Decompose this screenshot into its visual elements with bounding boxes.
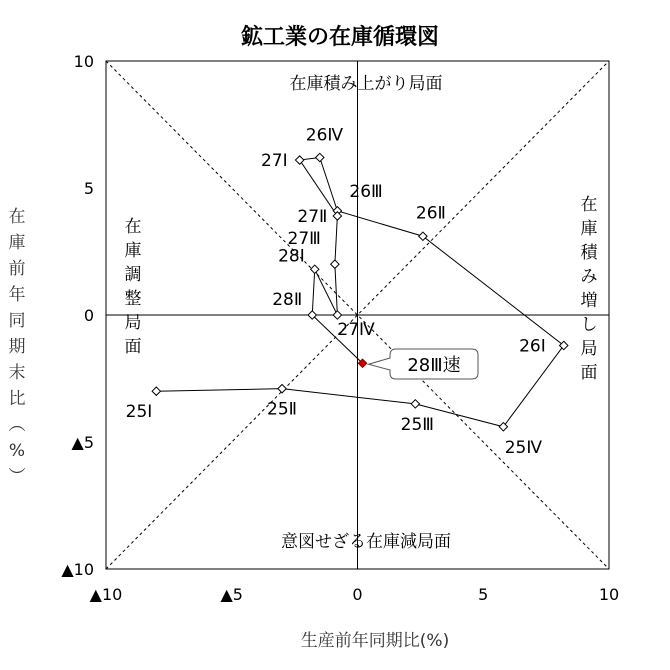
svg-text:前: 前 [8,259,26,279]
flash-callout [369,349,478,379]
y-tick-label: ▲5 [71,433,94,452]
svg-text:み: み [580,267,598,287]
point-label: 28Ⅱ [272,290,303,310]
svg-text:在: 在 [580,195,598,215]
data-point-marker [152,387,160,395]
y-tick-label: ▲10 [61,560,94,579]
point-label: 28Ⅰ [278,246,305,267]
quadrant-label-bottom: 意図せざる在庫減局面 [281,532,451,552]
y-tick-label: 10 [73,52,94,71]
svg-text:整: 整 [124,289,142,309]
svg-text:末: 末 [8,363,26,383]
svg-text:︶: ︶ [8,467,26,487]
svg-text:庫: 庫 [8,233,26,253]
data-point-marker [295,156,303,164]
point-label: 26Ⅱ [415,203,446,224]
quadrant-label-top: 在庫積み上がり局面 [289,74,443,94]
data-point-marker [278,384,286,392]
data-point-marker [419,232,427,240]
x-tick-label: 5 [478,585,489,604]
point-label: 27Ⅲ [287,229,321,250]
point-label: 27Ⅱ [297,206,328,227]
point-label: 25Ⅱ [267,399,298,420]
svg-text:局: 局 [580,339,598,359]
point-label: 26Ⅲ [349,181,383,202]
data-point-marker [560,341,568,349]
svg-text:庫: 庫 [580,219,598,239]
point-label: 25Ⅳ [504,437,543,458]
svg-text:比: 比 [8,389,26,409]
point-label: 25Ⅲ [400,414,435,435]
x-tick-label: ▲10 [89,585,123,604]
point-label: 26Ⅰ [519,336,546,357]
data-point-marker [411,400,419,408]
y-tick-label: 0 [83,306,94,325]
svg-text:庫: 庫 [124,241,142,261]
point-label: 25Ⅰ [125,402,153,423]
data-point-marker [499,423,507,431]
flash-point-label: 28Ⅲ速 [407,355,461,376]
x-tick-labels [90,585,620,604]
svg-text:局: 局 [124,313,142,333]
quadrant-label-right [581,195,600,383]
y-axis-title [9,207,26,487]
data-point-marker [333,212,341,220]
svg-text:在: 在 [124,217,142,237]
point-label: 27Ⅳ [337,320,375,340]
svg-text:面: 面 [580,363,598,383]
svg-text:調: 調 [124,265,142,285]
y-tick-labels [61,52,94,579]
svg-text:積: 積 [580,243,598,263]
quadrant-label-left [125,217,142,357]
point-label: 26Ⅳ [305,125,344,146]
svg-text:同: 同 [8,311,26,331]
chart-title: 鉱工業の在庫循環図 [240,25,440,50]
data-point-marker [333,311,341,319]
data-point-marker [316,153,324,161]
svg-text:年: 年 [8,285,26,305]
svg-text:期: 期 [8,337,26,357]
svg-text:面: 面 [124,337,142,357]
svg-text:%: % [8,441,26,461]
svg-text:増: 増 [580,291,598,311]
svg-text:し: し [580,315,598,335]
data-point-marker [311,265,319,273]
x-tick-label: 0 [352,585,363,604]
svg-text:︵: ︵ [8,415,26,435]
x-tick-label: 10 [598,585,620,604]
x-axis-title: 生産前年同期比(%) [300,631,450,651]
data-point-marker [331,260,339,268]
svg-text:在: 在 [8,207,26,227]
x-tick-label: ▲5 [220,585,243,604]
point-label: 27Ⅰ [260,151,288,172]
point-labels [126,126,546,458]
y-tick-label: 5 [83,179,94,198]
